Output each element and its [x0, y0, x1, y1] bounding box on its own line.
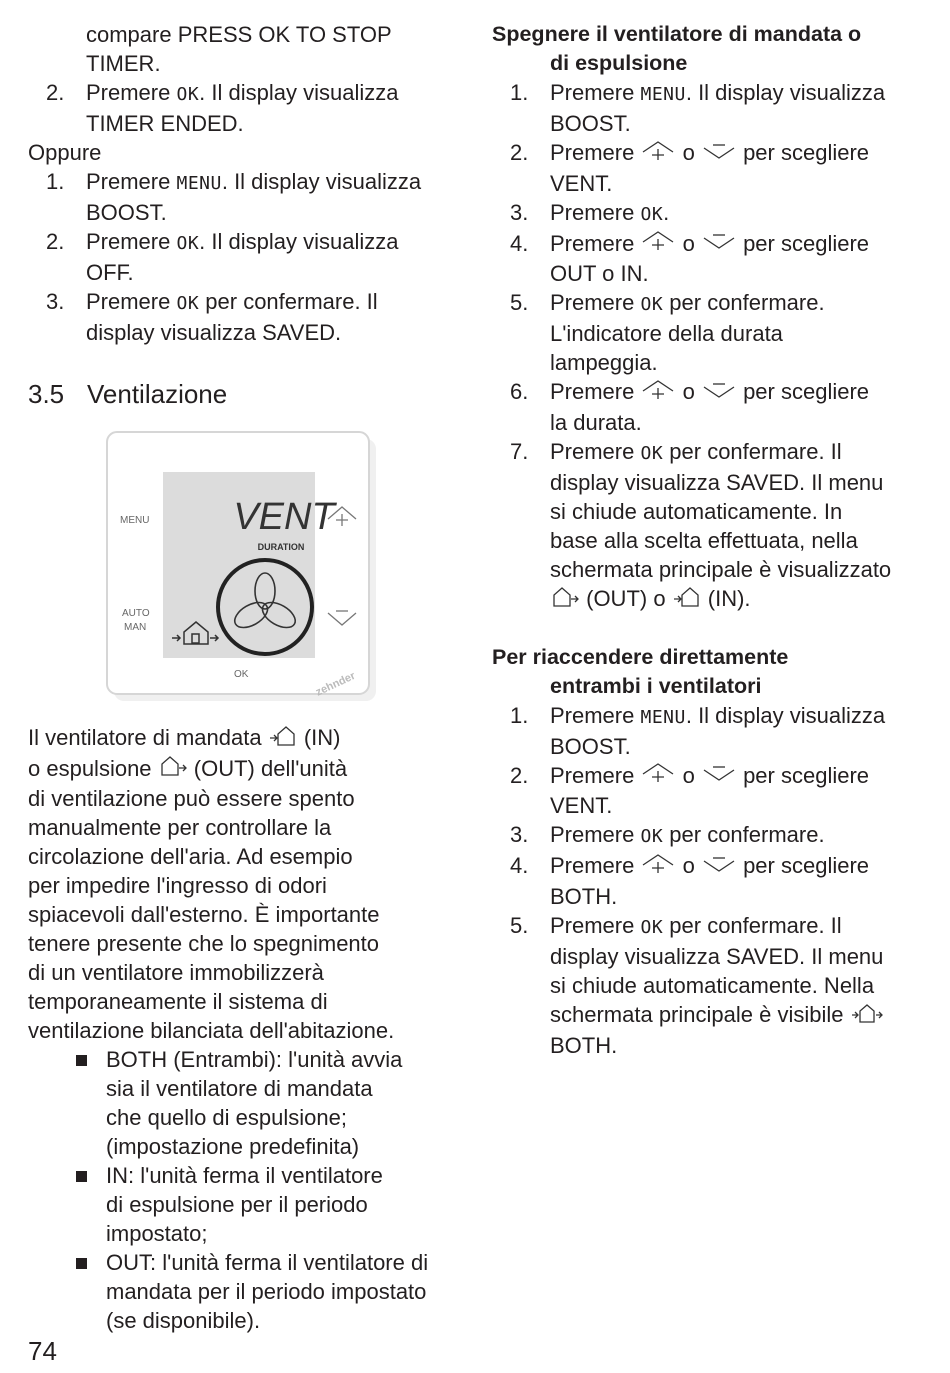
home-both-icon	[850, 1002, 884, 1031]
section-number: 3.5	[28, 379, 65, 409]
control-panel-drawing	[106, 431, 376, 701]
plus-key-icon	[640, 762, 676, 791]
minus-key-icon	[701, 853, 737, 882]
step-number: 2.	[46, 80, 65, 105]
list-item: 2. Premere o per scegliere VENT.	[510, 762, 870, 819]
menu-button-label: MENU	[120, 515, 150, 526]
right-column	[492, 20, 922, 1060]
home-out-icon	[158, 755, 188, 784]
ok-key-label: OK	[640, 443, 664, 465]
home-out-icon	[550, 586, 580, 615]
subheading-turn-off: Spegnere il ventilatore di mandata o di espulsione	[492, 22, 862, 75]
auto-button-label: AUTO	[122, 608, 150, 619]
control-panel-illustration	[106, 431, 376, 701]
mode-bullet-list	[74, 1045, 458, 1335]
list-item: 1. Premere MENU. Il display visualizza BOOST.	[510, 702, 886, 759]
list-item: 3. Premere OK per confermare. Il display visualizza SAVED.	[46, 289, 378, 345]
plus-key-icon	[640, 140, 676, 169]
section-heading	[28, 377, 458, 411]
bullet-square	[76, 1171, 87, 1182]
section-title: Ventilazione	[87, 379, 228, 409]
step-number: 4.	[510, 230, 529, 256]
subheading-turn-on: Per riaccendere direttamente entrambi i ventilatori	[492, 644, 789, 698]
ok-key-label: OK	[176, 233, 200, 254]
brand-logo: zehnder	[313, 669, 358, 699]
step-number: 6.	[510, 379, 529, 405]
list-item: OUT: l'unità ferma il ventilatore di mandata per il periodo impostato (se disponibile).	[74, 1248, 458, 1335]
list-item: IN: l'unità ferma il ventilatore di espulsione per il periodo impostato;	[74, 1161, 458, 1248]
ok-key-label: OK	[640, 203, 664, 225]
step-number: 4.	[510, 853, 529, 879]
step-number: 2.	[46, 229, 65, 254]
list-item: BOTH (Entrambi): l'unità avvia sia il ventilatore di mandata che quello di espulsione; (impostazione predefinita)	[74, 1045, 458, 1161]
step-number: 5.	[510, 913, 529, 939]
list-item: 2. Premere OK. Il display visualizza OFF.	[46, 229, 399, 285]
oppure-label: Oppure	[28, 140, 102, 165]
list-item: 4. Premere o per scegliere OUT o IN.	[510, 230, 870, 287]
step-number: 3.	[46, 289, 65, 314]
list-item: 5. Premere OK per confermare. Il display visualizza SAVED. Il menu si chiude automaticamente. Nella schermata principale è visibile BOTH.	[510, 913, 884, 1058]
list-item: compare PRESS OK TO STOP TIMER.	[86, 22, 392, 76]
list-item: 6. Premere o per scegliere la durata.	[510, 379, 870, 436]
timer-steps	[28, 20, 458, 138]
step-number: 7.	[510, 439, 529, 465]
list-item: 2. Premere OK. Il display visualizza TIMER ENDED.	[46, 80, 399, 136]
plus-key-icon	[640, 853, 676, 882]
page-number: 74	[28, 1336, 57, 1366]
list-item: 2. Premere o per scegliere VENT.	[510, 140, 870, 196]
plus-key-icon	[640, 379, 676, 408]
step-number: 1.	[510, 80, 529, 105]
bullet-square	[76, 1055, 87, 1066]
list-item: 1. Premere MENU. Il display visualizza BOOST.	[46, 169, 422, 225]
home-in-icon	[268, 725, 298, 754]
home-in-icon	[672, 586, 702, 615]
list-item: 1. Premere MENU. Il display visualizza BOOST.	[510, 80, 886, 136]
menu-key-label: MENU	[640, 706, 686, 728]
list-item: 3. Premere OK.	[510, 199, 670, 225]
ok-key-label: OK	[640, 917, 664, 939]
ok-key-label: OK	[640, 826, 664, 848]
left-column	[28, 20, 458, 1335]
step-number: 3.	[510, 822, 529, 848]
duration-label: DURATION	[257, 542, 305, 552]
ok-key-label: OK	[176, 293, 200, 314]
step-number: 3.	[510, 199, 529, 225]
step-number: 1.	[46, 169, 65, 194]
list-item: 4. Premere o per scegliere BOTH.	[510, 853, 870, 910]
ok-key-label: OK	[640, 294, 664, 316]
minus-key-icon	[701, 230, 737, 259]
menu-key-label: MENU	[640, 84, 686, 105]
step-number: 1.	[510, 702, 529, 728]
bullet-square	[76, 1258, 87, 1269]
minus-key-icon	[701, 762, 737, 791]
ok-key-label: OK	[176, 84, 200, 105]
oppure-steps	[28, 167, 458, 347]
step-number: 2.	[510, 140, 529, 165]
list-item: 3. Premere OK per confermare.	[510, 822, 825, 848]
display-text: VENT	[233, 496, 335, 538]
list-item: 7. Premere OK per confermare. Il display visualizza SAVED. Il menu si chiude automaticamente. In base alla scelta effettuata, nella schermata principale è visualizzato (OUT) o (IN).	[492, 437, 922, 615]
man-button-label: MAN	[124, 622, 147, 633]
ok-button-label: OK	[234, 669, 249, 680]
turn-off-steps	[492, 78, 922, 615]
plus-key-icon	[640, 230, 676, 259]
minus-key-icon	[701, 379, 737, 408]
menu-key-label: MENU	[176, 173, 222, 194]
minus-key-icon	[701, 140, 737, 169]
step-number: 5.	[510, 290, 529, 316]
turn-on-steps	[492, 701, 922, 1060]
step-number: 2.	[510, 762, 529, 788]
intro-paragraph: Il ventilatore di mandata (IN) o espulsione (OUT) dell'unità di ventilazione può essere spento manualmente per controllare la circolazione dell'aria. Ad esempio per impedire l'ingresso di odori spiacevoli dall'esterno. È importante tenere presente che lo spegnimento di un ventilatore immobilizzerà temporaneamente il sistema di ventilazione bilanciata dell'abitazione.	[28, 725, 395, 1044]
list-item: 5. Premere OK per confermare. L'indicatore della durata lampeggia.	[510, 290, 825, 376]
